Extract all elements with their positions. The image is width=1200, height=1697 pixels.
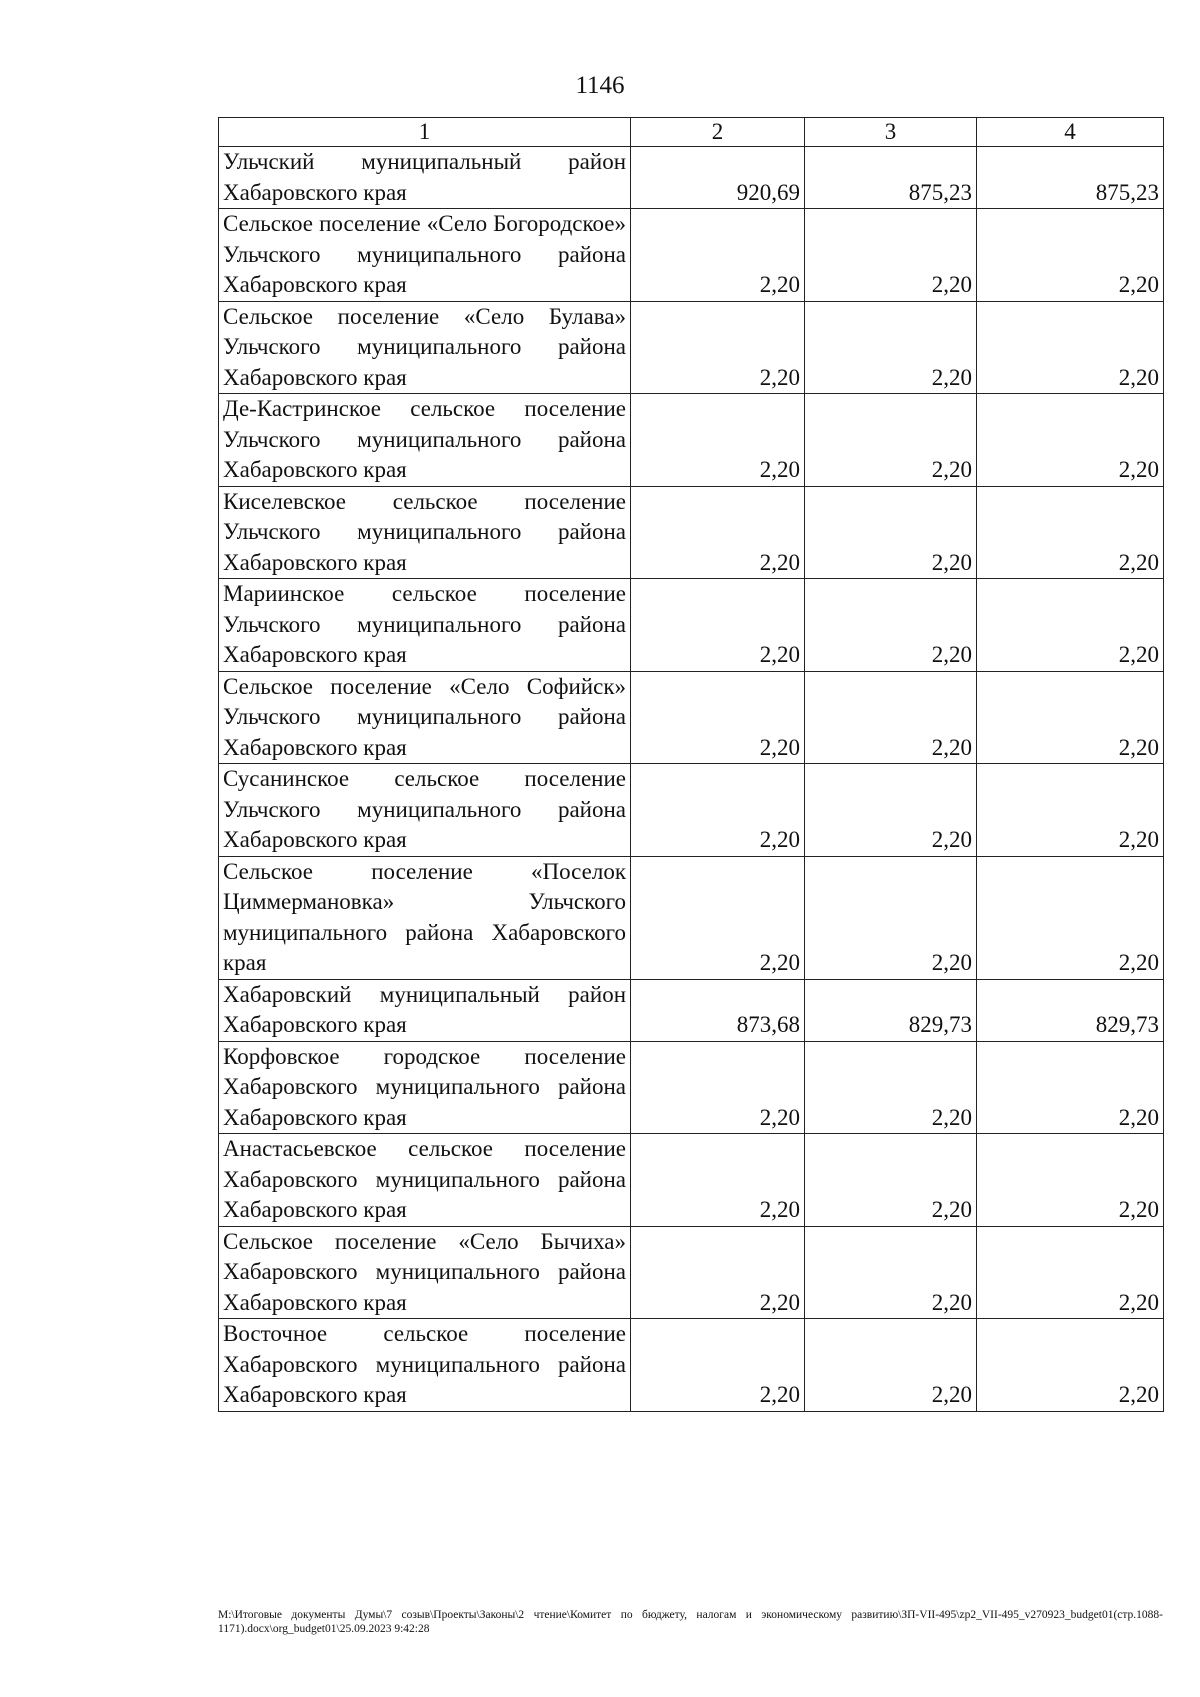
header-row [219,118,1164,147]
table-row [219,764,1164,857]
value-col4: 875,23 [977,147,1164,209]
column-header-1: 1 [219,118,631,147]
table-row [219,301,1164,394]
value-col2: 2,20 [631,394,805,487]
municipality-name: Де-Кастринское сельское поселение Ульчского муниципального района Хабаровского края [219,394,631,487]
municipality-name: Киселевское сельское поселение Ульчского муниципального района Хабаровского края [219,486,631,579]
value-col3: 2,20 [805,394,977,487]
table-row [219,1319,1164,1412]
page-number: 1146 [575,72,625,99]
value-col2: 2,20 [631,301,805,394]
value-col2: 2,20 [631,1319,805,1412]
municipality-name: Сельское поселение «Село Булава» Ульчского муниципального района Хабаровского края [219,301,631,394]
value-col4: 2,20 [977,579,1164,672]
municipality-name: Сельское поселение «Поселок Циммермановка» Ульчского муниципального района Хабаровского края [219,856,631,979]
table-row [219,394,1164,487]
value-col2: 2,20 [631,1041,805,1134]
value-col3: 2,20 [805,1319,977,1412]
municipality-name: Ульчский муниципальный район Хабаровского края [219,147,631,209]
column-header-2: 2 [631,118,805,147]
table-row [219,147,1164,209]
table-row [219,979,1164,1041]
value-col3: 2,20 [805,209,977,302]
value-col3: 2,20 [805,301,977,394]
value-col2: 2,20 [631,1134,805,1227]
column-header-3: 3 [805,118,977,147]
value-col4: 2,20 [977,486,1164,579]
value-col4: 2,20 [977,764,1164,857]
value-col4: 2,20 [977,1226,1164,1319]
municipality-name: Сельское поселение «Село Бычиха» Хабаровского муниципального района Хабаровского края [219,1226,631,1319]
value-col2: 2,20 [631,764,805,857]
table-row [219,209,1164,302]
table-row [219,671,1164,764]
value-col4: 829,73 [977,979,1164,1041]
municipality-name: Корфовское городское поселение Хабаровского муниципального района Хабаровского края [219,1041,631,1134]
table-row [219,1041,1164,1134]
value-col4: 2,20 [977,856,1164,979]
municipality-name: Анастасьевское сельское поселение Хабаровского муниципального района Хабаровского края [219,1134,631,1227]
value-col3: 2,20 [805,1041,977,1134]
value-col2: 2,20 [631,579,805,672]
municipality-name: Мариинское сельское поселение Ульчского муниципального района Хабаровского края [219,579,631,672]
value-col2: 2,20 [631,856,805,979]
value-col4: 2,20 [977,301,1164,394]
value-col3: 875,23 [805,147,977,209]
value-col3: 2,20 [805,1226,977,1319]
value-col2: 873,68 [631,979,805,1041]
value-col3: 2,20 [805,764,977,857]
table-row [219,856,1164,979]
municipality-name: Сусанинское сельское поселение Ульчского муниципального района Хабаровского края [219,764,631,857]
municipality-name: Восточное сельское поселение Хабаровского муниципального района Хабаровского края [219,1319,631,1412]
value-col2: 2,20 [631,671,805,764]
value-col2: 920,69 [631,147,805,209]
value-col4: 2,20 [977,671,1164,764]
table-row [219,579,1164,672]
municipality-name: Хабаровский муниципальный район Хабаровского края [219,979,631,1041]
municipality-name: Сельское поселение «Село Софийск» Ульчского муниципального района Хабаровского края [219,671,631,764]
value-col4: 2,20 [977,209,1164,302]
value-col3: 2,20 [805,486,977,579]
value-col2: 2,20 [631,1226,805,1319]
value-col4: 2,20 [977,1134,1164,1227]
value-col4: 2,20 [977,1041,1164,1134]
value-col3: 2,20 [805,856,977,979]
table-row [219,486,1164,579]
value-col3: 2,20 [805,1134,977,1227]
table-row [219,1226,1164,1319]
value-col4: 2,20 [977,394,1164,487]
value-col2: 2,20 [631,209,805,302]
budget-table [218,117,1164,1412]
value-col3: 2,20 [805,671,977,764]
footer-file-path: М:\Итоговые документы Думы\7 созыв\Проекты\Законы\2 чтение\Комитет по бюджету, налогам и экономическому развитию\ЗП-VII-495\zp2_VII-495_v270923_budget01(стр.1088-1171).docx\org_budget01\25.09.2023 9:42:28 [218,1609,1163,1635]
value-col3: 2,20 [805,579,977,672]
value-col4: 2,20 [977,1319,1164,1412]
value-col2: 2,20 [631,486,805,579]
column-header-4: 4 [977,118,1164,147]
municipality-name: Сельское поселение «Село Богородское» Ульчского муниципального района Хабаровского края [219,209,631,302]
table-row [219,1134,1164,1227]
value-col3: 829,73 [805,979,977,1041]
